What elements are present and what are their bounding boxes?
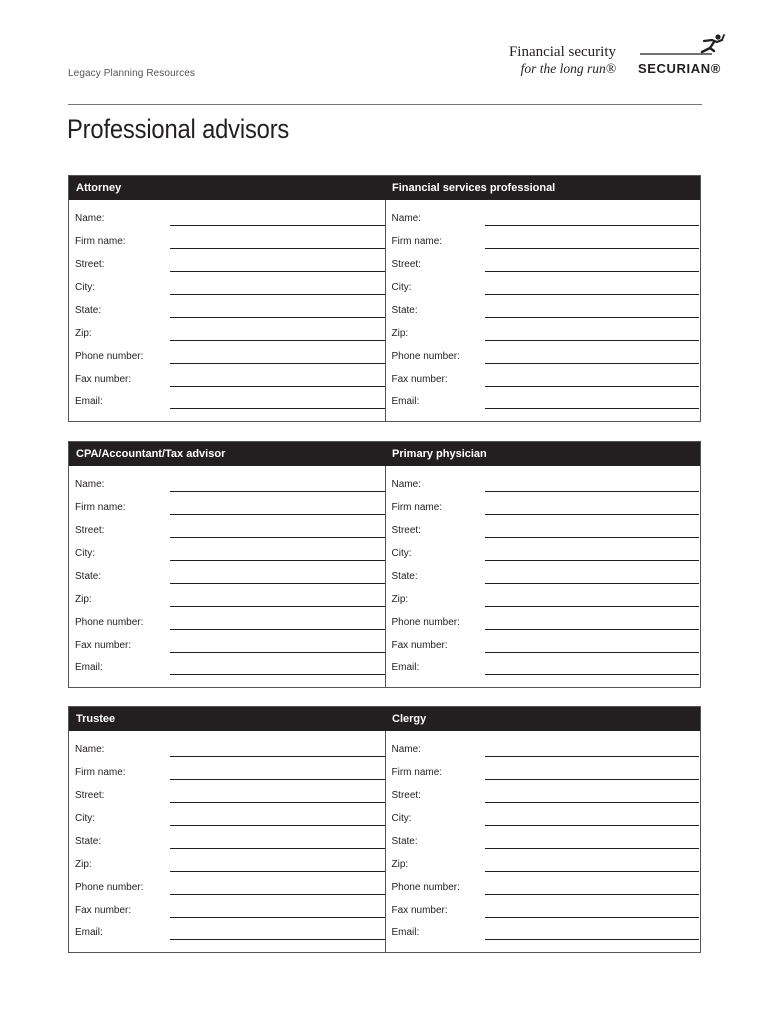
field-input-line[interactable] xyxy=(170,871,385,872)
field-label: City: xyxy=(75,282,95,293)
field-label: Email: xyxy=(75,662,103,673)
field-input-line[interactable] xyxy=(485,583,700,584)
attorney-fields xyxy=(69,200,386,421)
field-label: Street: xyxy=(75,259,105,270)
field-label: Phone number: xyxy=(75,351,144,362)
field-label: Fax number: xyxy=(75,905,132,916)
field-label: Name: xyxy=(391,213,421,224)
field-label: City: xyxy=(391,282,412,293)
field-input-line[interactable] xyxy=(485,491,700,492)
field-label: Street: xyxy=(75,525,105,536)
field-row xyxy=(386,496,701,519)
field-row xyxy=(69,496,385,519)
field-label: City: xyxy=(391,548,412,559)
field-row xyxy=(386,230,701,253)
field-input-line[interactable] xyxy=(170,894,385,895)
field-label: Phone number: xyxy=(391,617,460,628)
field-input-line[interactable] xyxy=(485,939,700,940)
field-input-line[interactable] xyxy=(485,537,700,538)
field-label: Fax number: xyxy=(391,640,448,651)
field-input-line[interactable] xyxy=(485,756,700,757)
field-input-line[interactable] xyxy=(170,514,385,515)
field-row xyxy=(386,784,701,807)
field-input-line[interactable] xyxy=(485,363,700,364)
field-input-line[interactable] xyxy=(170,825,385,826)
tagline-line-2-text: for the long run xyxy=(520,61,606,76)
field-row xyxy=(386,876,701,899)
field-input-line[interactable] xyxy=(170,939,385,940)
tagline-line-1: Financial security xyxy=(508,44,616,60)
field-input-line[interactable] xyxy=(485,779,700,780)
field-input-line[interactable] xyxy=(170,674,385,675)
advisor-panel xyxy=(68,441,701,688)
field-input-line[interactable] xyxy=(170,386,385,387)
panel-body xyxy=(69,466,700,687)
field-input-line[interactable] xyxy=(485,825,700,826)
field-row xyxy=(386,368,701,391)
field-input-line[interactable] xyxy=(485,408,700,409)
field-label: Phone number: xyxy=(75,882,144,893)
field-input-line[interactable] xyxy=(170,317,385,318)
field-label: Zip: xyxy=(391,859,409,870)
field-input-line[interactable] xyxy=(485,225,700,226)
field-row xyxy=(386,276,701,299)
section-label: Legacy Planning Resources xyxy=(68,68,196,79)
field-row xyxy=(69,565,385,588)
primary-physician-fields xyxy=(386,466,701,687)
field-input-line[interactable] xyxy=(485,271,700,272)
field-label: Name: xyxy=(75,213,105,224)
field-row xyxy=(69,921,385,944)
page-title: Professional advisors xyxy=(67,114,290,144)
field-row xyxy=(69,830,385,853)
field-input-line[interactable] xyxy=(170,340,385,341)
field-input-line[interactable] xyxy=(485,871,700,872)
field-row xyxy=(69,784,385,807)
field-label: Fax number: xyxy=(75,374,132,385)
field-row xyxy=(69,542,385,565)
field-input-line[interactable] xyxy=(170,779,385,780)
field-input-line[interactable] xyxy=(170,294,385,295)
field-row xyxy=(386,830,701,853)
section-heading-clergy: Clergy xyxy=(392,713,427,725)
field-row xyxy=(69,368,385,391)
field-input-line[interactable] xyxy=(170,606,385,607)
field-row xyxy=(69,807,385,830)
panel-body xyxy=(69,731,700,952)
field-input-line[interactable] xyxy=(170,491,385,492)
field-row xyxy=(386,207,701,230)
field-label: Zip: xyxy=(391,594,409,605)
field-label: Street: xyxy=(391,259,421,270)
field-input-line[interactable] xyxy=(485,606,700,607)
field-label: Phone number: xyxy=(75,617,144,628)
field-input-line[interactable] xyxy=(485,848,700,849)
field-row xyxy=(386,322,701,345)
field-row xyxy=(386,611,701,634)
runner-logo-icon xyxy=(638,32,734,62)
field-row xyxy=(386,390,701,413)
field-row xyxy=(69,390,385,413)
field-label: Email: xyxy=(391,662,420,673)
field-label: Firm name: xyxy=(75,767,126,778)
field-row xyxy=(386,299,701,322)
field-label: State: xyxy=(75,305,102,316)
field-row xyxy=(69,345,385,368)
field-row xyxy=(386,921,701,944)
field-label: Fax number: xyxy=(391,905,448,916)
field-row xyxy=(386,565,701,588)
field-row xyxy=(386,899,701,922)
field-label: Name: xyxy=(391,479,421,490)
field-row xyxy=(69,519,385,542)
field-row xyxy=(386,345,701,368)
section-heading-financial-services-professional: Financial services professional xyxy=(392,182,556,194)
field-row xyxy=(69,276,385,299)
field-label: State: xyxy=(391,836,418,847)
field-row xyxy=(386,588,701,611)
advisor-panel xyxy=(68,175,701,422)
field-label: Email: xyxy=(391,396,420,407)
field-label: Name: xyxy=(75,479,105,490)
field-input-line[interactable] xyxy=(170,652,385,653)
field-row xyxy=(386,519,701,542)
field-row xyxy=(69,207,385,230)
field-row xyxy=(386,634,701,657)
field-label: Zip: xyxy=(75,594,92,605)
clergy-fields xyxy=(386,731,701,952)
trustee-fields xyxy=(69,731,386,952)
field-row xyxy=(386,473,701,496)
field-label: City: xyxy=(75,548,95,559)
advisor-panel xyxy=(68,706,701,953)
field-row xyxy=(386,656,701,679)
field-input-line[interactable] xyxy=(485,514,700,515)
field-label: City: xyxy=(391,813,412,824)
field-input-line[interactable] xyxy=(170,756,385,757)
field-label: Street: xyxy=(75,790,105,801)
tagline-line-2: for the long run® xyxy=(520,61,616,76)
section-heading-trustee: Trustee xyxy=(76,713,116,725)
section-heading-cpa-accountant-tax-advisor: CPA/Accountant/Tax advisor xyxy=(76,448,226,460)
field-row xyxy=(386,807,701,830)
field-input-line[interactable] xyxy=(485,294,700,295)
field-label: Name: xyxy=(75,744,105,755)
field-input-line[interactable] xyxy=(170,248,385,249)
field-input-line[interactable] xyxy=(170,537,385,538)
field-label: State: xyxy=(75,571,102,582)
field-label: Firm name: xyxy=(391,502,443,513)
field-label: Fax number: xyxy=(391,374,448,385)
field-label: Firm name: xyxy=(75,236,126,247)
field-input-line[interactable] xyxy=(485,386,700,387)
panel-header xyxy=(69,176,700,200)
field-row xyxy=(386,253,701,276)
field-input-line[interactable] xyxy=(170,363,385,364)
field-label: City: xyxy=(75,813,95,824)
field-row xyxy=(69,611,385,634)
field-input-line[interactable] xyxy=(485,340,700,341)
field-row xyxy=(69,299,385,322)
field-label: Firm name: xyxy=(391,236,443,247)
field-label: State: xyxy=(75,836,102,847)
field-label: State: xyxy=(391,571,418,582)
field-row xyxy=(69,761,385,784)
field-label: Phone number: xyxy=(391,351,460,362)
field-input-line[interactable] xyxy=(170,629,385,630)
field-input-line[interactable] xyxy=(485,802,700,803)
field-row xyxy=(386,738,701,761)
field-row xyxy=(69,656,385,679)
cpa-accountant-tax-advisor-fields xyxy=(69,466,386,687)
section-heading-attorney: Attorney xyxy=(76,182,122,194)
field-row xyxy=(69,230,385,253)
field-label: Email: xyxy=(391,927,420,938)
field-row xyxy=(69,899,385,922)
field-input-line[interactable] xyxy=(170,802,385,803)
field-input-line[interactable] xyxy=(170,408,385,409)
financial-services-professional-fields xyxy=(386,200,701,421)
field-row xyxy=(386,542,701,565)
field-input-line[interactable] xyxy=(170,848,385,849)
tagline xyxy=(492,44,616,77)
field-row xyxy=(386,853,701,876)
field-row xyxy=(386,761,701,784)
field-input-line[interactable] xyxy=(485,248,700,249)
field-label: Zip: xyxy=(75,328,92,339)
field-row xyxy=(69,322,385,345)
panel-header xyxy=(69,442,700,466)
field-label: Email: xyxy=(75,927,103,938)
field-input-line[interactable] xyxy=(170,560,385,561)
field-label: Fax number: xyxy=(75,640,132,651)
field-label: Firm name: xyxy=(75,502,126,513)
panel-header xyxy=(69,707,700,731)
field-label: Firm name: xyxy=(391,767,443,778)
field-input-line[interactable] xyxy=(170,583,385,584)
field-input-line[interactable] xyxy=(485,652,700,653)
field-label: Zip: xyxy=(391,328,409,339)
field-row xyxy=(69,588,385,611)
field-input-line[interactable] xyxy=(170,225,385,226)
field-label: State: xyxy=(391,305,418,316)
field-row xyxy=(69,473,385,496)
field-row xyxy=(69,876,385,899)
field-row xyxy=(69,738,385,761)
field-input-line[interactable] xyxy=(485,629,700,630)
field-input-line[interactable] xyxy=(485,894,700,895)
brand-name-text: SECURIAN xyxy=(638,61,711,76)
field-row xyxy=(69,634,385,657)
field-label: Street: xyxy=(391,525,421,536)
field-input-line[interactable] xyxy=(485,917,700,918)
securian-logo xyxy=(638,32,734,78)
panel-body xyxy=(69,200,700,421)
field-label: Email: xyxy=(75,396,103,407)
field-row xyxy=(69,253,385,276)
brand-name: SECURIAN® xyxy=(638,61,721,76)
field-input-line[interactable] xyxy=(170,271,385,272)
section-heading-primary-physician: Primary physician xyxy=(392,448,487,460)
field-label: Street: xyxy=(391,790,421,801)
field-label: Phone number: xyxy=(391,882,460,893)
field-row xyxy=(69,853,385,876)
field-input-line[interactable] xyxy=(485,560,700,561)
field-label: Name: xyxy=(391,744,421,755)
field-input-line[interactable] xyxy=(485,317,700,318)
field-input-line[interactable] xyxy=(485,674,700,675)
field-label: Zip: xyxy=(75,859,92,870)
header-divider xyxy=(68,104,702,105)
field-input-line[interactable] xyxy=(170,917,385,918)
